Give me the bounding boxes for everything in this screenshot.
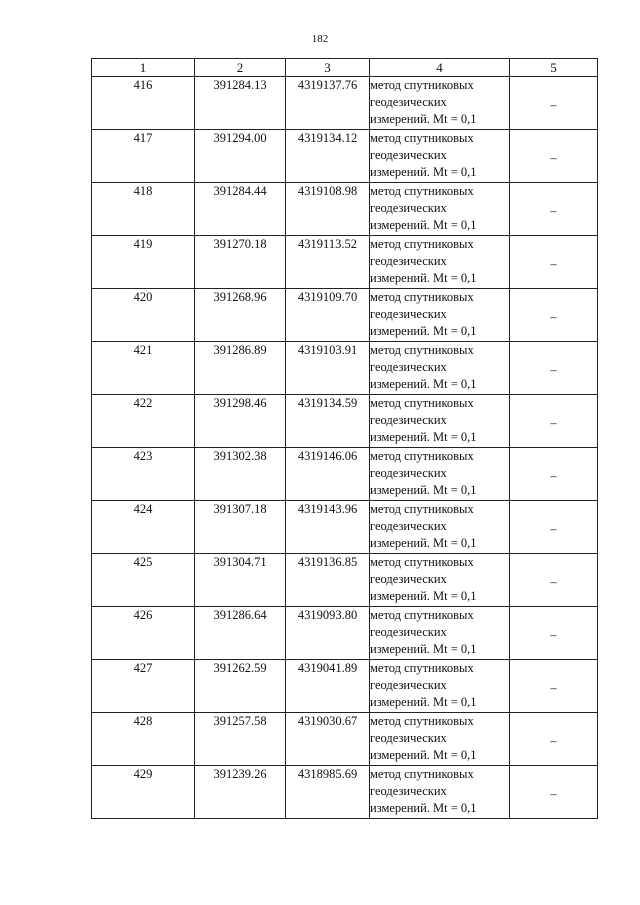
point-number-cell: 428	[92, 713, 195, 766]
note-cell	[510, 395, 598, 448]
method-line-1: метод спутниковых	[370, 661, 474, 675]
method-cell	[370, 766, 510, 819]
table-row	[92, 236, 598, 289]
y-coordinate-cell: 4318985.69	[286, 766, 370, 819]
method-line-3: измерений. Mt = 0,1	[370, 748, 477, 762]
table-row	[92, 713, 598, 766]
method-cell	[370, 607, 510, 660]
x-coordinate-cell: 391286.64	[195, 607, 286, 660]
note-value: –	[550, 574, 557, 589]
table-row	[92, 183, 598, 236]
note-cell	[510, 236, 598, 289]
header-row	[92, 59, 598, 77]
note-value: –	[550, 203, 557, 218]
note-cell	[510, 501, 598, 554]
method-line-3: измерений. Mt = 0,1	[370, 324, 477, 338]
x-coordinate-cell: 391298.46	[195, 395, 286, 448]
method-line-2: геодезических	[370, 360, 447, 374]
method-line-1: метод спутниковых	[370, 502, 474, 516]
y-coordinate-cell: 4319108.98	[286, 183, 370, 236]
method-line-3: измерений. Mt = 0,1	[370, 642, 477, 656]
method-line-2: геодезических	[370, 784, 447, 798]
method-cell	[370, 713, 510, 766]
note-cell	[510, 448, 598, 501]
table-row	[92, 607, 598, 660]
note-value: –	[550, 256, 557, 271]
note-value: –	[550, 97, 557, 112]
y-coordinate-cell: 4319134.59	[286, 395, 370, 448]
method-cell	[370, 395, 510, 448]
method-cell	[370, 501, 510, 554]
method-line-3: измерений. Mt = 0,1	[370, 430, 477, 444]
x-coordinate-cell: 391307.18	[195, 501, 286, 554]
point-number-cell: 419	[92, 236, 195, 289]
table-row	[92, 289, 598, 342]
method-cell	[370, 660, 510, 713]
x-coordinate-cell: 391284.44	[195, 183, 286, 236]
point-number-cell: 418	[92, 183, 195, 236]
method-line-1: метод спутниковых	[370, 184, 474, 198]
method-line-1: метод спутниковых	[370, 449, 474, 463]
method-line-1: метод спутниковых	[370, 767, 474, 781]
table-row	[92, 342, 598, 395]
point-number-cell: 429	[92, 766, 195, 819]
x-coordinate-cell: 391286.89	[195, 342, 286, 395]
note-cell	[510, 342, 598, 395]
point-number-cell: 416	[92, 77, 195, 130]
point-number-cell: 421	[92, 342, 195, 395]
method-line-2: геодезических	[370, 201, 447, 215]
y-coordinate-cell: 4319143.96	[286, 501, 370, 554]
point-number-cell: 425	[92, 554, 195, 607]
header-col-5: 5	[510, 59, 598, 77]
x-coordinate-cell: 391262.59	[195, 660, 286, 713]
note-value: –	[550, 680, 557, 695]
x-coordinate-cell: 391294.00	[195, 130, 286, 183]
method-line-3: измерений. Mt = 0,1	[370, 165, 477, 179]
method-line-3: измерений. Mt = 0,1	[370, 801, 477, 815]
point-number-cell: 427	[92, 660, 195, 713]
method-line-1: метод спутниковых	[370, 555, 474, 569]
method-line-3: измерений. Mt = 0,1	[370, 271, 477, 285]
x-coordinate-cell: 391270.18	[195, 236, 286, 289]
table-row	[92, 554, 598, 607]
x-coordinate-cell: 391304.71	[195, 554, 286, 607]
point-number-cell: 423	[92, 448, 195, 501]
point-number-cell: 417	[92, 130, 195, 183]
note-value: –	[550, 627, 557, 642]
method-line-1: метод спутниковых	[370, 290, 474, 304]
header-col-4: 4	[370, 59, 510, 77]
header-col-1: 1	[92, 59, 195, 77]
point-number-cell: 420	[92, 289, 195, 342]
method-line-2: геодезических	[370, 413, 447, 427]
method-line-1: метод спутниковых	[370, 343, 474, 357]
note-value: –	[550, 786, 557, 801]
point-number-cell: 422	[92, 395, 195, 448]
x-coordinate-cell: 391268.96	[195, 289, 286, 342]
y-coordinate-cell: 4319137.76	[286, 77, 370, 130]
note-cell	[510, 289, 598, 342]
table-row	[92, 77, 598, 130]
x-coordinate-cell: 391302.38	[195, 448, 286, 501]
note-cell	[510, 130, 598, 183]
note-value: –	[550, 733, 557, 748]
y-coordinate-cell: 4319093.80	[286, 607, 370, 660]
note-value: –	[550, 362, 557, 377]
x-coordinate-cell: 391284.13	[195, 77, 286, 130]
method-line-1: метод спутниковых	[370, 237, 474, 251]
method-line-3: измерений. Mt = 0,1	[370, 695, 477, 709]
y-coordinate-cell: 4319041.89	[286, 660, 370, 713]
note-cell	[510, 660, 598, 713]
method-line-2: геодезических	[370, 307, 447, 321]
method-line-1: метод спутниковых	[370, 396, 474, 410]
y-coordinate-cell: 4319136.85	[286, 554, 370, 607]
table-row	[92, 501, 598, 554]
table-row	[92, 130, 598, 183]
header-col-3: 3	[286, 59, 370, 77]
note-cell	[510, 183, 598, 236]
method-line-1: метод спутниковых	[370, 78, 474, 92]
table-header	[92, 59, 598, 77]
method-cell	[370, 554, 510, 607]
method-cell	[370, 130, 510, 183]
point-number-cell: 426	[92, 607, 195, 660]
method-cell	[370, 77, 510, 130]
note-value: –	[550, 309, 557, 324]
table-row	[92, 448, 598, 501]
note-value: –	[550, 468, 557, 483]
coordinates-table	[91, 58, 598, 819]
y-coordinate-cell: 4319109.70	[286, 289, 370, 342]
y-coordinate-cell: 4319134.12	[286, 130, 370, 183]
method-cell	[370, 236, 510, 289]
table-row	[92, 395, 598, 448]
method-line-3: измерений. Mt = 0,1	[370, 589, 477, 603]
method-line-2: геодезических	[370, 254, 447, 268]
header-col-2: 2	[195, 59, 286, 77]
method-line-1: метод спутниковых	[370, 714, 474, 728]
table-row	[92, 660, 598, 713]
note-cell	[510, 554, 598, 607]
method-cell	[370, 448, 510, 501]
method-line-2: геодезических	[370, 572, 447, 586]
method-cell	[370, 342, 510, 395]
method-line-2: геодезических	[370, 731, 447, 745]
note-cell	[510, 77, 598, 130]
note-value: –	[550, 415, 557, 430]
page-number: 182	[311, 33, 329, 45]
method-line-1: метод спутниковых	[370, 608, 474, 622]
method-line-3: измерений. Mt = 0,1	[370, 218, 477, 232]
y-coordinate-cell: 4319103.91	[286, 342, 370, 395]
method-cell	[370, 183, 510, 236]
method-line-3: измерений. Mt = 0,1	[370, 112, 477, 126]
note-cell	[510, 607, 598, 660]
method-line-3: измерений. Mt = 0,1	[370, 377, 477, 391]
method-line-2: геодезических	[370, 148, 447, 162]
method-line-2: геодезических	[370, 625, 447, 639]
y-coordinate-cell: 4319030.67	[286, 713, 370, 766]
note-cell	[510, 766, 598, 819]
y-coordinate-cell: 4319113.52	[286, 236, 370, 289]
method-line-2: геодезических	[370, 95, 447, 109]
method-line-2: геодезических	[370, 519, 447, 533]
note-cell	[510, 713, 598, 766]
method-line-2: геодезических	[370, 678, 447, 692]
method-line-3: измерений. Mt = 0,1	[370, 536, 477, 550]
table-row	[92, 766, 598, 819]
method-line-2: геодезических	[370, 466, 447, 480]
method-line-1: метод спутниковых	[370, 131, 474, 145]
note-value: –	[550, 521, 557, 536]
y-coordinate-cell: 4319146.06	[286, 448, 370, 501]
table-body	[92, 77, 598, 819]
method-cell	[370, 289, 510, 342]
x-coordinate-cell: 391239.26	[195, 766, 286, 819]
method-line-3: измерений. Mt = 0,1	[370, 483, 477, 497]
note-value: –	[550, 150, 557, 165]
point-number-cell: 424	[92, 501, 195, 554]
x-coordinate-cell: 391257.58	[195, 713, 286, 766]
